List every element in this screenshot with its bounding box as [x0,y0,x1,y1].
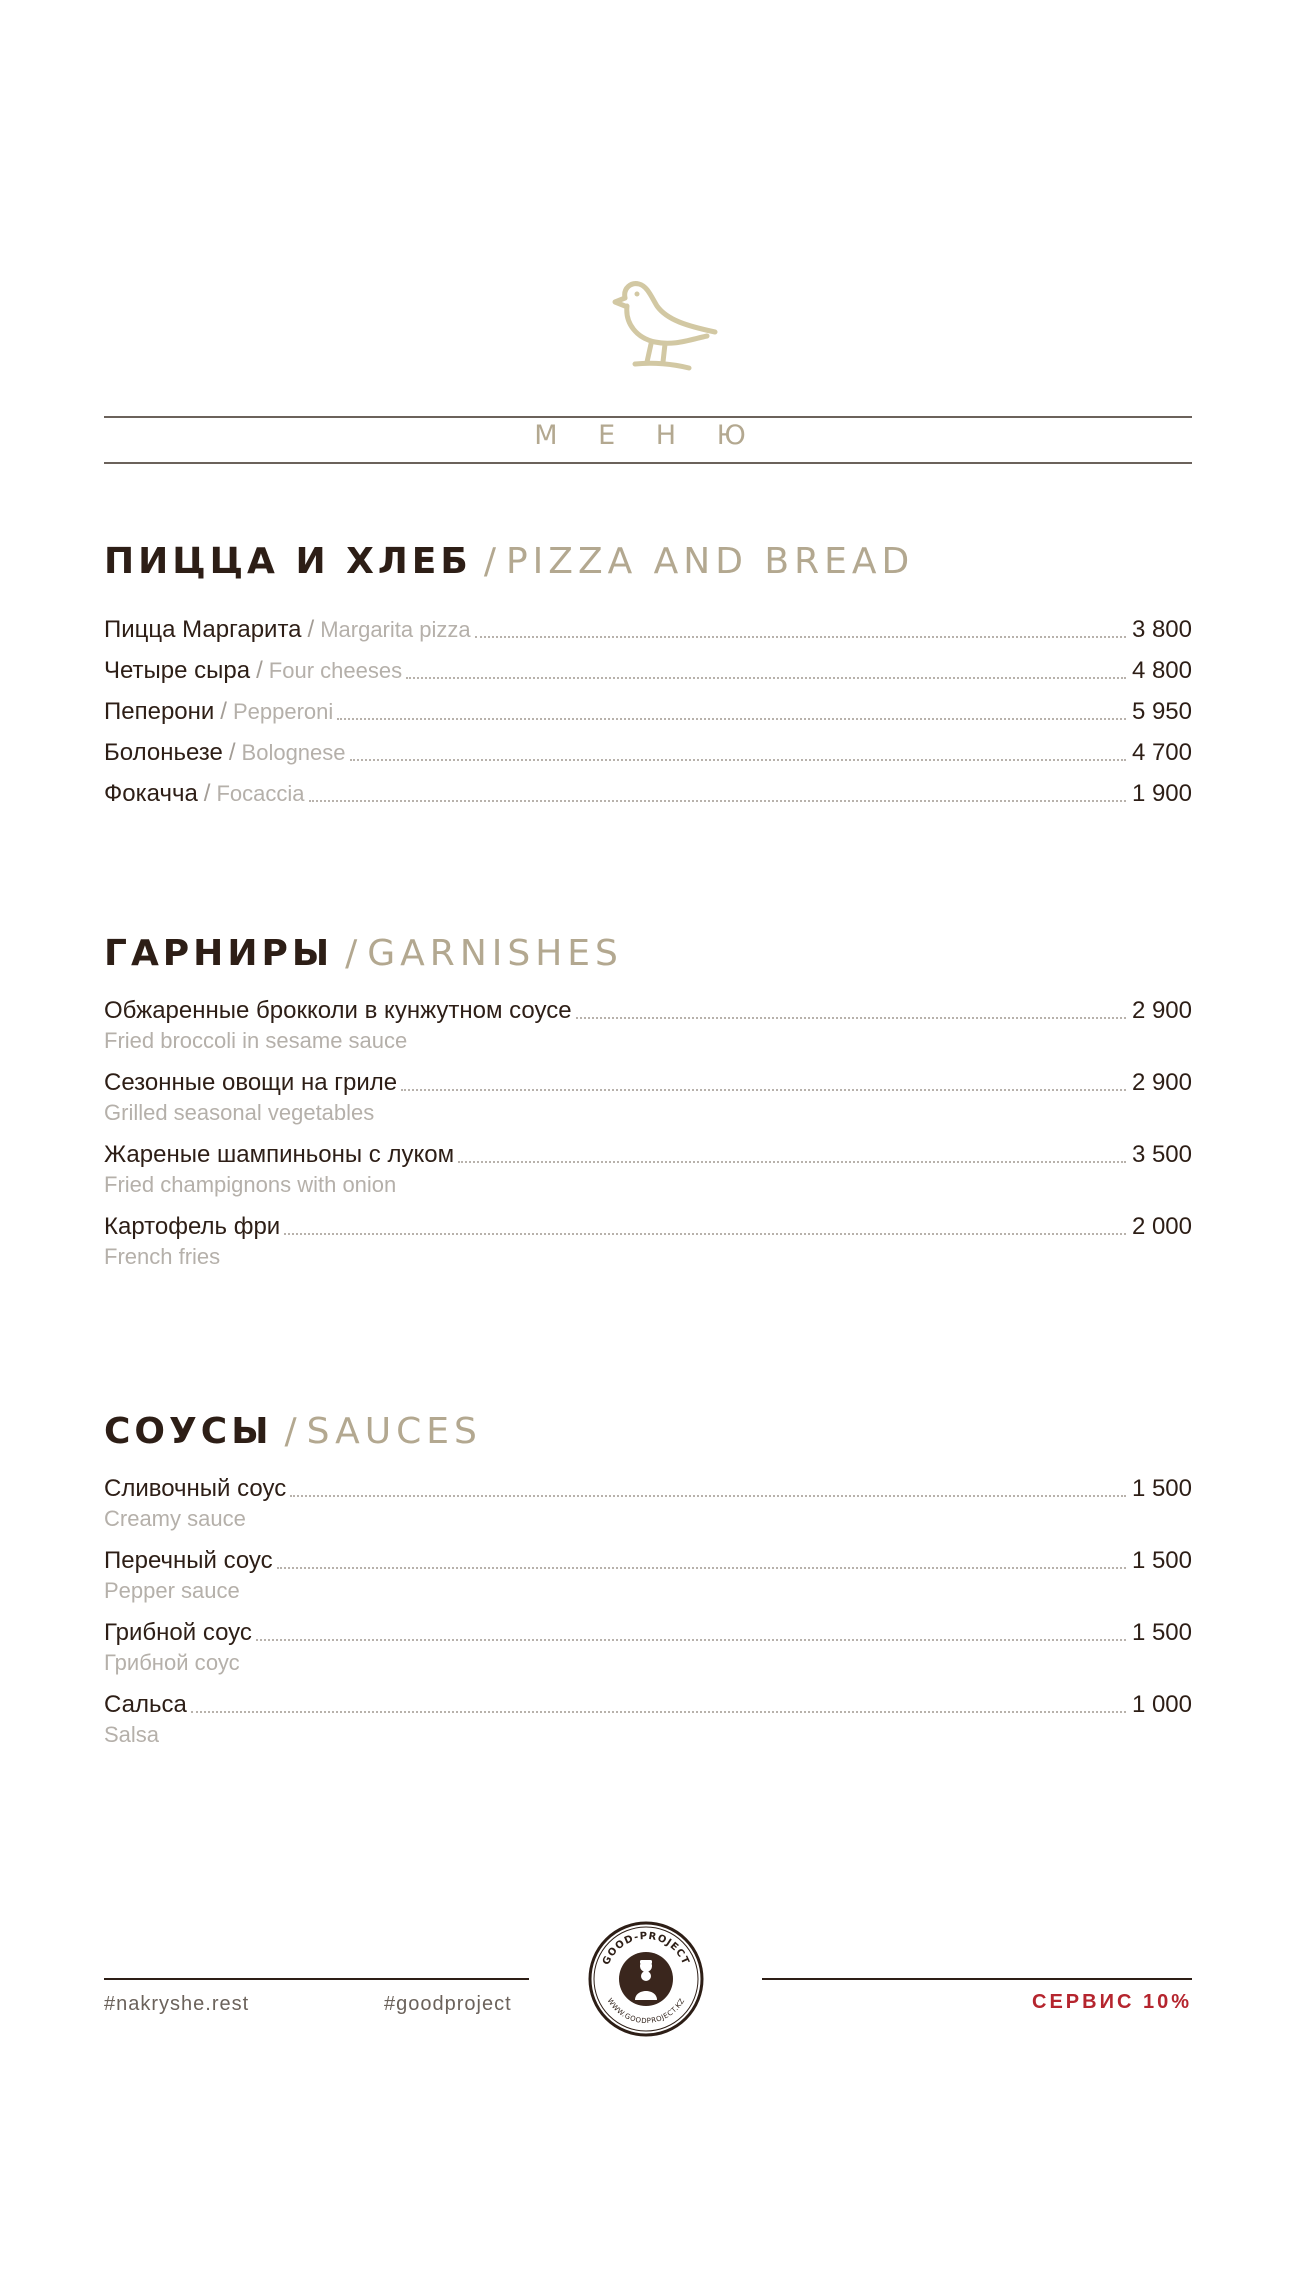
item-price: 4 800 [1131,657,1192,684]
title-separator: / [345,933,358,974]
item-price: 3 500 [1131,1141,1192,1168]
item-list [104,604,1192,809]
dot-leader [309,800,1126,802]
item-name-ru: Сливочный соус [104,1475,287,1502]
item-name-en: Creamy sauce [104,1506,246,1531]
bird-icon [607,276,727,376]
dot-leader [406,677,1126,679]
name-separator: / [307,616,315,643]
item-name-en: Focaccia [216,781,305,806]
dot-leader [290,1495,1126,1497]
section-title-ru: ГАРНИРЫ [104,933,334,974]
item-price: 1 000 [1131,1691,1192,1718]
section-sauces [104,1404,1192,1762]
item-name [104,738,346,768]
item-price: 5 950 [1131,698,1192,725]
footer-rule-left [104,1978,529,1980]
item-list [104,996,1192,1284]
item-name-ru: Пицца Маргарита [104,616,302,643]
footer-rule-right [762,1978,1192,1980]
item-name-ru: Сальса [104,1691,187,1718]
chef-badge-icon [587,1920,705,2038]
menu-item [104,996,1192,1068]
item-name-ru: Обжаренные брокколи в кунжутном соусе [104,997,572,1024]
item-price: 4 700 [1131,739,1192,766]
title-separator: / [284,1411,297,1452]
dot-leader [576,1017,1126,1019]
item-price: 2 000 [1131,1213,1192,1240]
section-title [104,926,1192,982]
item-name-en: Salsa [104,1722,160,1747]
menu-item [104,604,1192,645]
item-name-ru: Жареные шампиньоны с луком [104,1141,455,1168]
dot-leader [191,1711,1126,1713]
menu-item [104,1068,1192,1140]
item-name-en: Bolognese [241,740,346,765]
section-title [104,1404,1192,1460]
menu-item [104,645,1192,686]
dot-leader [350,759,1126,761]
service-charge: СЕРВИС 10% [1032,1991,1192,2013]
item-name-ru: Перечный соус [104,1547,273,1574]
header-rule-bottom [104,462,1192,464]
menu-item [104,768,1192,809]
item-price: 1 900 [1131,780,1192,807]
section-title [104,534,1192,590]
name-separator: / [256,657,263,684]
menu-item [104,1618,1192,1690]
dot-leader [475,636,1126,638]
menu-item [104,1690,1192,1762]
item-name-ru: Фокачча [104,780,198,807]
item-name [104,779,305,809]
dot-leader [284,1233,1126,1235]
hashtag-nakryshe: #nakryshe.rest [104,1993,250,2015]
item-price: 2 900 [1131,997,1192,1024]
item-price: 2 900 [1131,1069,1192,1096]
dot-leader [277,1567,1126,1569]
menu-item [104,1546,1192,1618]
badge-bottom-text: WWW.GOODPROJECT.KZ [605,1996,687,2026]
menu-item [104,686,1192,727]
section-garnishes [104,926,1192,1284]
item-name-en: Pepper sauce [104,1578,240,1603]
menu-title: М Е Н Ю [534,420,762,451]
section-title-ru: ПИЦЦА И ХЛЕБ [104,541,472,582]
item-name-en: Грибной соус [104,1650,240,1675]
item-list [104,1474,1192,1762]
item-price: 3 800 [1131,616,1192,643]
section-title-en: PIZZA AND BREAD [505,541,915,582]
dot-leader [401,1089,1126,1091]
menu-item [104,727,1192,768]
item-name-en: Margarita pizza [320,617,471,642]
item-name [104,697,333,727]
dot-leader [458,1161,1126,1163]
menu-item [104,1212,1192,1284]
name-separator: / [203,780,211,807]
section-title-ru: СОУСЫ [104,1411,273,1452]
item-name [104,656,402,686]
item-name-en: Pepperoni [232,699,334,724]
menu-item [104,1140,1192,1212]
name-separator: / [228,739,236,766]
item-name-en: Fried champignons with onion [104,1172,397,1197]
item-name-ru: Четыре сыра [104,657,251,684]
item-price: 1 500 [1131,1547,1192,1574]
name-separator: / [220,698,227,725]
dot-leader [337,718,1126,720]
badge-top-text: GOOD-PROJECT [600,1930,692,1967]
item-name-en: French fries [104,1244,221,1269]
item-name-ru: Грибной соус [104,1619,252,1646]
hashtag-goodproject: #goodproject [384,1993,512,2015]
section-title-en: SAUCES [306,1411,482,1452]
item-name-en: Four cheeses [268,658,403,683]
section-pizza-bread [104,534,1192,809]
item-price: 1 500 [1131,1619,1192,1646]
item-name-ru: Картофель фри [104,1213,281,1240]
menu-item [104,1474,1192,1546]
item-name-en: Grilled seasonal vegetables [104,1100,375,1125]
dot-leader [256,1639,1126,1641]
title-separator: / [483,541,496,582]
section-title-en: GARNISHES [367,933,623,974]
item-name-ru: Сезонные овощи на гриле [104,1069,398,1096]
item-name-ru: Пеперони [104,698,215,725]
item-name-ru: Болоньезе [104,739,223,766]
item-price: 1 500 [1131,1475,1192,1502]
item-name [104,615,471,645]
item-name-en: Fried broccoli in sesame sauce [104,1028,408,1053]
